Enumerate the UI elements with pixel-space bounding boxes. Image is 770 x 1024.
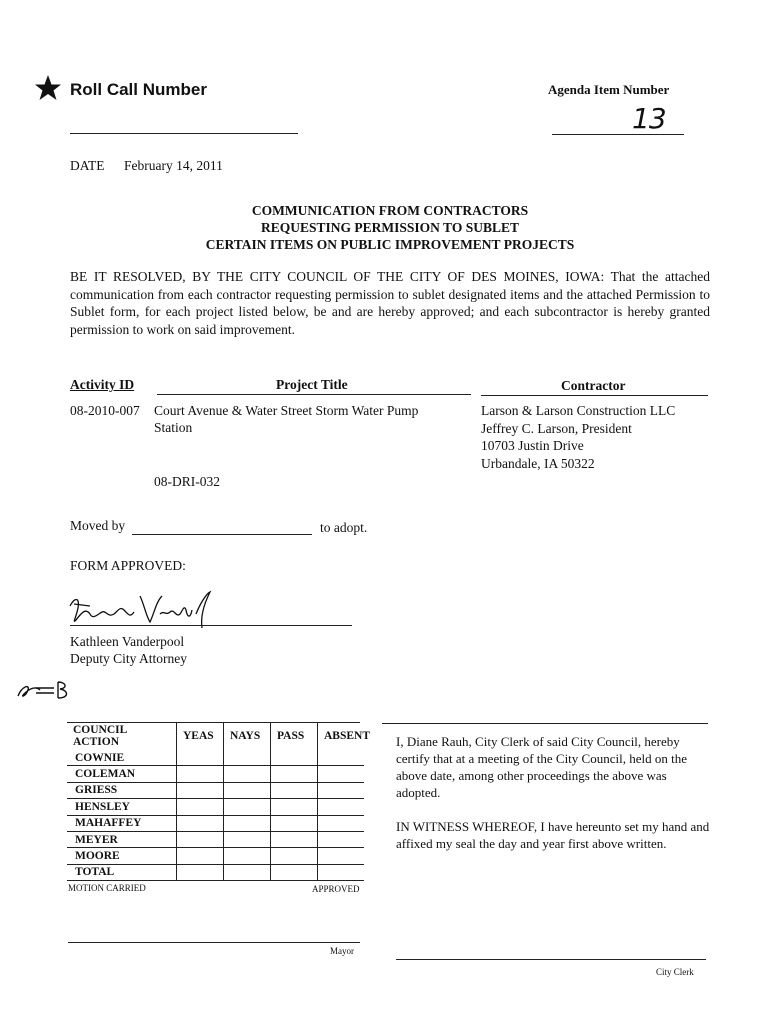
project-code: 08-DRI-032 xyxy=(154,474,220,489)
clerk-signature-line[interactable] xyxy=(396,959,706,960)
nays-cell[interactable] xyxy=(224,831,271,847)
yeas-cell[interactable] xyxy=(177,815,224,831)
attorney-title: Deputy City Attorney xyxy=(70,651,187,666)
nays-cell[interactable] xyxy=(224,848,271,864)
absent-cell[interactable] xyxy=(318,815,365,831)
nays-cell[interactable] xyxy=(224,750,271,766)
nays-cell[interactable] xyxy=(224,799,271,815)
table-row xyxy=(67,831,364,847)
pass-header: PASS xyxy=(271,722,318,750)
yeas-cell[interactable] xyxy=(177,848,224,864)
activity-id-value: 08-2010-007 xyxy=(70,403,140,418)
attorney-name: Kathleen Vanderpool xyxy=(70,634,185,649)
mayor-label: Mayor xyxy=(330,946,354,956)
document-title xyxy=(70,202,710,253)
date-value: February 14, 2011 xyxy=(124,158,223,173)
nays-cell[interactable] xyxy=(224,815,271,831)
star-icon xyxy=(34,74,62,102)
table-row xyxy=(67,750,364,766)
table-row xyxy=(67,864,364,880)
absent-cell[interactable] xyxy=(318,750,365,766)
yeas-cell[interactable] xyxy=(177,750,224,766)
clerk-witness: IN WITNESS WHEREOF, I have hereunto set my hand and affixed my seal the day and year first above written. xyxy=(396,819,710,851)
table-row xyxy=(67,815,364,831)
clerk-certification: I, Diane Rauh, City Clerk of said City Council, hereby certify that at a meeting of the City Council, held on the above date, among other proceedings the above was adopted. xyxy=(396,734,687,800)
title-line-2: REQUESTING PERMISSION TO SUBLET xyxy=(261,220,519,235)
absent-cell[interactable] xyxy=(318,831,365,847)
agenda-item-number: 13 xyxy=(632,102,666,135)
member-name: MAHAFFEY xyxy=(67,815,177,831)
pass-cell[interactable] xyxy=(271,864,318,880)
clerk-top-line xyxy=(382,723,708,724)
resolution-text: BE IT RESOLVED, BY THE CITY COUNCIL OF THE CITY OF DES MOINES, IOWA: That the attached communication from each contractor requesting permission to sublet designated items and the attached Permission to Sublet form, for each project listed below, be and are hereby approved; and each subcontractor is hereby granted permission to work on said improvement. xyxy=(70,269,710,337)
pass-cell[interactable] xyxy=(271,799,318,815)
absent-cell[interactable] xyxy=(318,766,365,782)
member-name: COLEMAN xyxy=(67,766,177,782)
yeas-header: YEAS xyxy=(177,722,224,750)
absent-cell[interactable] xyxy=(318,799,365,815)
pass-cell[interactable] xyxy=(271,782,318,798)
yeas-cell[interactable] xyxy=(177,831,224,847)
pass-cell[interactable] xyxy=(271,831,318,847)
contractor-header: Contractor xyxy=(561,378,626,393)
moved-by-line[interactable] xyxy=(132,534,312,535)
attorney-signature-line xyxy=(70,625,352,626)
activity-id-header: Activity ID xyxy=(70,377,135,392)
member-name: TOTAL xyxy=(67,864,177,880)
contractor-line-2: Jeffrey C. Larson, President xyxy=(481,420,632,436)
member-name: MEYER xyxy=(67,831,177,847)
motion-carried-label: MOTION CARRIED xyxy=(68,883,146,893)
roll-call-label: Roll Call Number xyxy=(70,80,207,99)
yeas-cell[interactable] xyxy=(177,864,224,880)
nays-header: NAYS xyxy=(224,722,271,750)
project-title-line-1: Court Avenue & Water Street Storm Water Pump xyxy=(154,403,419,418)
project-header-line xyxy=(157,394,471,395)
contractor-line-1: Larson & Larson Construction LLC xyxy=(481,403,676,418)
approved-label: APPROVED xyxy=(312,884,360,894)
pass-cell[interactable] xyxy=(271,766,318,782)
agenda-item-line xyxy=(552,134,684,135)
moved-by-label: Moved by xyxy=(70,518,126,533)
member-name: COWNIE xyxy=(67,750,177,766)
roll-call-line xyxy=(70,133,298,134)
contractor-line-3: 10703 Justin Drive xyxy=(481,438,584,453)
pass-cell[interactable] xyxy=(271,848,318,864)
member-name: GRIESS xyxy=(67,782,177,798)
contractor-block xyxy=(481,402,675,472)
yeas-cell[interactable] xyxy=(177,799,224,815)
mayor-signature-line[interactable] xyxy=(68,942,360,943)
handwritten-initials xyxy=(14,676,74,704)
city-clerk-label: City Clerk xyxy=(656,967,694,977)
pass-cell[interactable] xyxy=(271,750,318,766)
table-row xyxy=(67,799,364,815)
table-row xyxy=(67,782,364,798)
member-name: MOORE xyxy=(67,848,177,864)
contractor-line-4: Urbandale, IA 50322 xyxy=(481,455,595,471)
absent-cell[interactable] xyxy=(318,782,365,798)
nays-cell[interactable] xyxy=(224,766,271,782)
council-members xyxy=(67,750,364,881)
yeas-cell[interactable] xyxy=(177,782,224,798)
contractor-header-line xyxy=(481,395,708,396)
title-line-1: COMMUNICATION FROM CONTRACTORS xyxy=(251,203,529,218)
council-action-table xyxy=(67,722,371,881)
form-approved-label: FORM APPROVED: xyxy=(70,558,186,573)
date-label: DATE xyxy=(70,158,105,173)
member-name: HENSLEY xyxy=(67,799,177,815)
agenda-item-label: Agenda Item Number xyxy=(548,82,670,97)
attorney-signature xyxy=(60,584,220,634)
absent-header: ABSENT xyxy=(324,730,371,742)
nays-cell[interactable] xyxy=(224,864,271,880)
yeas-cell[interactable] xyxy=(177,766,224,782)
nays-cell[interactable] xyxy=(224,782,271,798)
title-line-3: CERTAIN ITEMS ON PUBLIC IMPROVEMENT PROJECTS xyxy=(205,237,575,252)
project-title-line-2: Station xyxy=(154,420,193,435)
council-action-header: COUNCIL ACTION xyxy=(67,722,177,750)
table-row xyxy=(67,766,364,782)
absent-cell[interactable] xyxy=(318,848,365,864)
pass-cell[interactable] xyxy=(271,815,318,831)
project-title-header: Project Title xyxy=(276,377,348,392)
table-row xyxy=(67,848,364,864)
to-adopt-label: to adopt. xyxy=(320,520,368,535)
absent-cell[interactable] xyxy=(318,864,365,880)
